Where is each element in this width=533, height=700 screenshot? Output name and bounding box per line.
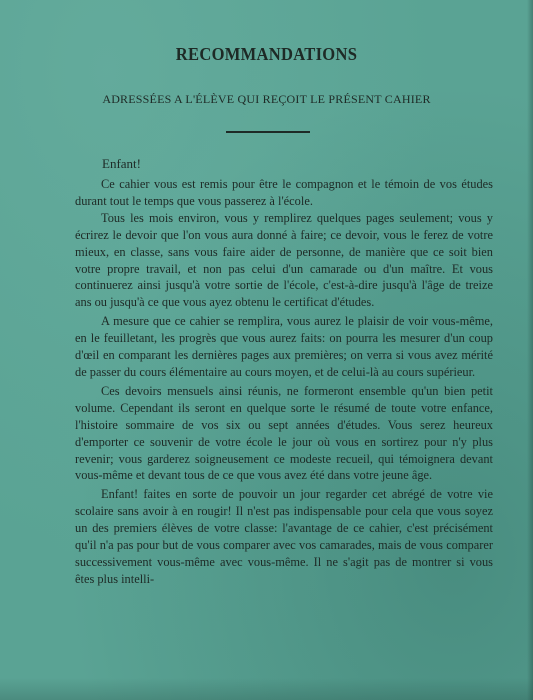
page-subtitle: ADRESSÉES A L'ÉLÈVE QUI REÇOIT LE PRÉSENT CAHIER xyxy=(102,92,431,106)
page-edge-shadow xyxy=(527,0,533,700)
title-divider xyxy=(226,131,310,133)
paragraph: Ces devoirs mensuels ainsi réunis, ne formeront ensemble qu'un bien petit volume. Cependant ils seront en quelque sorte le résumé de toute votre enfance, l'histoire sommaire de vos six ou sept années d'études. Vous serez heureux d'emporter ce souvenir de votre école le jour où vous en sortirez pour n'y plus revenir; vous garderez soigneusement ce modeste recueil, qui témoignera devant vous-même et devant tous de ce que vous avez été dans votre jeune âge. xyxy=(75,383,493,483)
page-title: RECOMMANDATIONS xyxy=(175,44,358,64)
page-bottom-shadow xyxy=(0,678,533,700)
paragraph: A mesure que ce cahier se remplira, vous aurez le plaisir de voir vous-même, en le feuilletant, les progrès que vous aurez faits: on pourra les mesurer d'un coup d'œil en comparant les dernières pages aux premières; on verra si vous avez mérité de passer du cours élémentaire au cours moyen, et de celui-là au cours supérieur. xyxy=(75,314,493,379)
body-text xyxy=(75,176,493,588)
paragraph: Ce cahier vous est remis pour être le compagnon et le témoin de vos études durant tout le temps que vous passerez à l'école. xyxy=(75,177,493,208)
paragraph: Tous les mois environ, vous y remplirez quelques pages seulement; vous y écrirez le devoir que l'on vous aura donné à faire; ce devoir, vous le ferez de votre mieux, en classe, sans vous faire aider de personne, de manière que ce soit bien votre propre travail, et non pas celui d'un camarade ou d'un maître. Et vous continuerez ainsi jusqu'à votre sortie de l'école, c'est-à-dire jusqu'à l'âge de treize ans ou jusqu'à ce que vous ayez obtenu le certificat d'études. xyxy=(75,210,493,310)
paragraph: Enfant! faites en sorte de pouvoir un jour regarder cet abrégé de votre vie scolaire sans avoir à en rougir! Il n'est pas indispensable pour cela que vous soyez un des premiers élèves de votre classe: l'avantage de ce cahier, c'est précisément qu'il n'a pas pour but de vous comparer avec vos camarades, mais de vous comparer successivement vous-même avec vous-même. Il ne s'agit pas de montrer si vous êtes plus intelli- xyxy=(75,487,493,586)
salutation: Enfant! xyxy=(102,156,141,171)
